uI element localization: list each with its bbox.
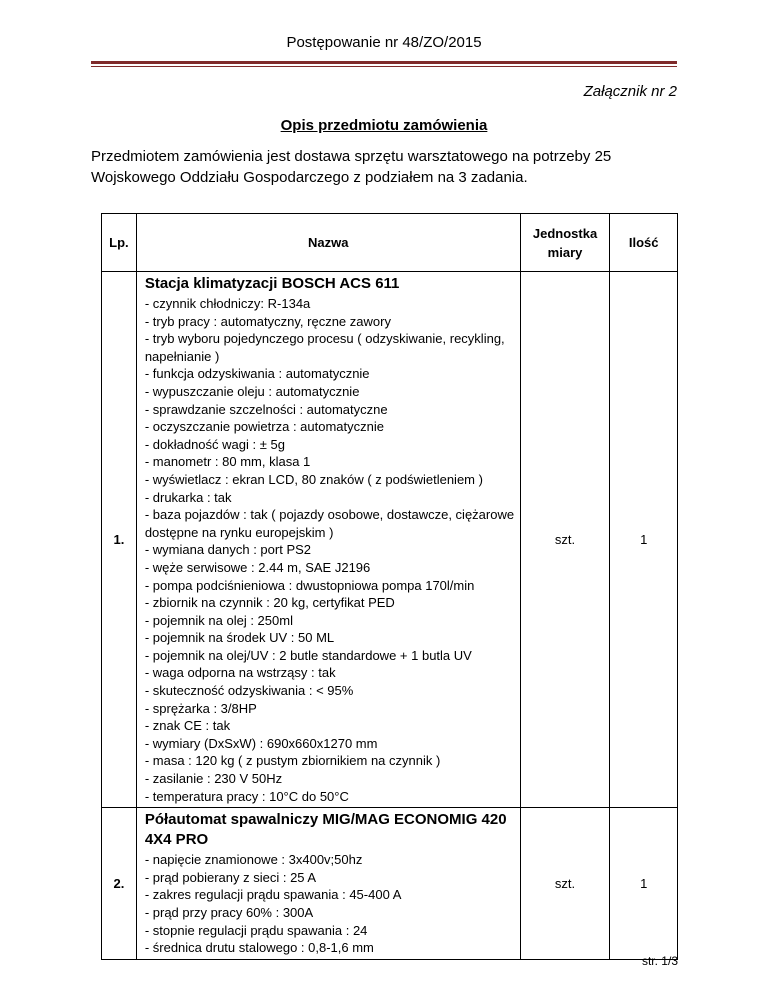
spec-item: - napięcie znamionowe : 3x400v;50hz [144,852,363,868]
header-unit: Jednostka miary [520,214,610,272]
row-unit: szt. [520,808,610,960]
spec-item: - tryb pracy : automatyczny, ręczne zawory [144,313,391,329]
spec-item: - tryb wyboru pojedynczego procesu ( odzyskiwanie, recykling, napełnianie ) [144,331,505,364]
spec-item: - skuteczność odzyskiwania : < 95% [144,683,354,699]
spec-item: - dokładność wagi : ± 5g [144,436,285,452]
spec-item: - funkcja odzyskiwania : automatycznie [144,366,370,382]
spec-item: - pojemnik na olej : 250ml [144,612,293,628]
row-lp: 1. [102,272,137,808]
row-lp: 2. [102,808,137,960]
spec-item: - stopnie regulacji prądu spawania : 24 [144,922,368,938]
spec-item: - prąd przy pracy 60% : 300A [144,905,314,920]
spec-item: - zbiornik na czynnik : 20 kg, certyfikat PED [144,595,395,611]
spec-item: - sprężarka : 3/8HP [144,700,257,716]
row-unit: szt. [520,272,610,808]
spec-item: - sprawdzanie szczelności : automatyczne [144,401,388,417]
spec-item: - wymiana danych : port PS2 [144,542,312,558]
header-qty: Ilość [610,214,678,272]
spec-item: - masa : 120 kg ( z pustym zbiornikiem na czynnik ) [144,753,441,769]
table-row [102,808,678,960]
item-title: Półautomat spawalniczy MIG/MAG ECONOMIG 420 4X4 PRO [144,811,507,849]
spec-item: - baza pojazdów : tak ( pojazdy osobowe, dostawcze, ciężarowe dostępne na rynku europejskim ) [144,507,515,540]
spec-item: - średnica drutu stalowego : 0,8-1,6 mm [144,940,374,956]
table-row [102,272,678,808]
spec-item: - wypuszczanie oleju : automatycznie [144,383,360,399]
spec-item: - zakres regulacji prądu spawania : 45-400 A [144,887,402,903]
spec-item: - drukarka : tak [144,489,232,505]
page-header-title: Postępowanie nr 48/ZO/2015 [286,34,482,51]
row-qty: 1 [610,272,678,808]
spec-item: - węże serwisowe : 2.44 m, SAE J2196 [144,559,371,575]
spec-item: - manometr : 80 mm, klasa 1 [144,454,311,470]
spec-item: - temperatura pracy : 10°C do 50°C [144,788,349,804]
intro-paragraph: Przedmiotem zamówienia jest dostawa sprzętu warsztatowego na potrzeby 25 Wojskowego Oddziału Gospodarczego z podziałem na 3 zadania. [91,148,612,186]
specification-table [101,213,678,960]
spec-item: - wymiary (DxSxW) : 690x660x1270 mm [144,735,378,751]
header-divider-thin [91,66,677,67]
header-name: Nazwa [136,214,520,272]
spec-item: - zasilanie : 230 V 50Hz [144,771,283,787]
spec-item: - pojemnik na olej/UV : 2 butle standardowe + 1 butla UV [144,647,472,663]
spec-list [145,295,516,805]
spec-item: - wyświetlacz : ekran LCD, 80 znaków ( z podświetleniem ) [144,471,483,487]
spec-item: - pojemnik na środek UV : 50 ML [144,630,335,646]
spec-item: - znak CE : tak [144,718,231,734]
spec-item: - oczyszczanie powietrza : automatycznie [144,419,384,435]
spec-item: - czynnik chłodniczy: R-134a [144,296,311,311]
row-qty: 1 [610,808,678,960]
spec-item: - prąd pobierany z sieci : 25 A [144,869,317,885]
header-divider-thick [91,61,677,64]
spec-item: - pompa podciśnieniowa : dwustopniowa pompa 170l/min [144,577,475,593]
table-header-row [102,214,678,272]
header-lp: Lp. [102,214,137,272]
row-name-cell [136,272,520,808]
spec-list [145,851,516,957]
row-name-cell [136,808,520,960]
item-title: Stacja klimatyzacji BOSCH ACS 611 [144,275,400,292]
document-title: Opis przedmiotu zamówienia [280,117,488,134]
annex-label: Załącznik nr 2 [583,83,677,100]
page-number: str. 1/3 [641,954,678,968]
spec-item: - waga odporna na wstrząsy : tak [144,665,336,681]
